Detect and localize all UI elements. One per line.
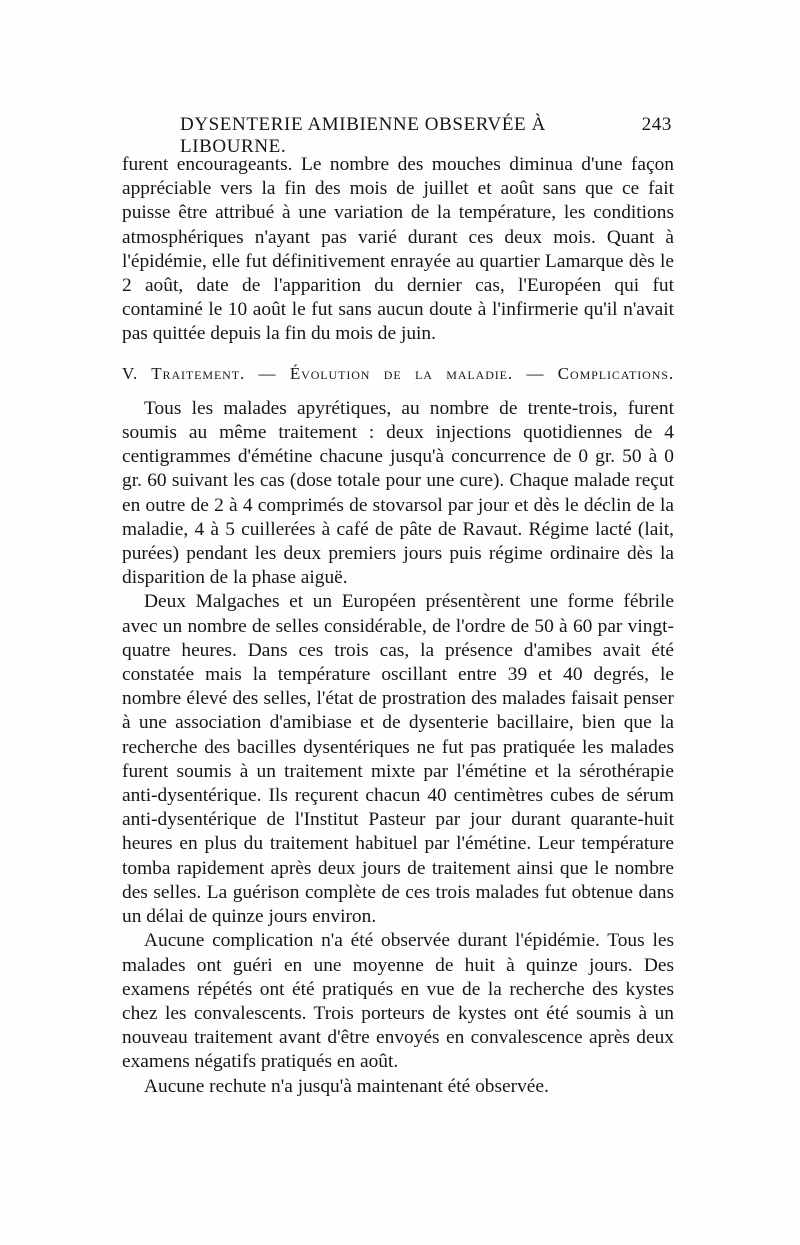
body-text bbox=[122, 153, 674, 1099]
paragraph-continued: furent encourageants. Le nombre des mouches diminua d'une façon appréciable vers la fin des mois de juillet et août sans que ce fait puisse être attribué à une variation de la température, les conditions atmosphériques n'ayant pas varié durant ces deux mois. Quant à l'épidémie, elle fut définitivement enrayée au quartier Lamarque dès le 2 août, date de l'apparition du dernier cas, l'Européen qui fut contaminé le 10 août le fut sans aucun doute à l'infirmerie qu'il n'avait pas quittée depuis la fin du mois de juin. bbox=[122, 154, 674, 345]
paragraph-febrile-cases: Deux Malgaches et un Européen présentèrent une forme fébrile avec un nombre de selles considérable, de l'ordre de 50 à 60 par vingt-quatre heures. Dans ces trois cas, la présence d'amibes avait été constatée mais la température oscillant entre 39 et 40 degrés, le nombre élevé des selles, l'état de prostration des malades faisait penser à une association d'amibiase et de dysenterie bacillaire, bien que la recherche des bacilles dysentériques ne fut pas pratiquée les malades furent soumis à un traitement mixte par l'émétine et la sérothérapie anti-dysentérique. Ils reçurent chacun 40 centimètres cubes de sérum anti-dysentérique de l'Institut Pasteur par jour durant quarante-huit heures en plus du traitement habituel par l'émétine. Leur température tomba rapidement après deux jours de traitement ainsi que le nombre des selles. La guérison complète de ces trois malades fut obtenue dans un délai de quinze jours environ. bbox=[122, 591, 674, 928]
paragraph-relapse: Aucune rechute n'a jusqu'à maintenant été observée. bbox=[144, 1075, 549, 1097]
paragraph-complications: Aucune complication n'a été observée durant l'épidémie. Tous les malades ont guéri en une moyenne de huit à quinze jours. Des examens répétés ont été pratiqués en vue de la recherche des kystes chez les convalescents. Trois porteurs de kystes ont été soumis à un nouveau traitement avant d'être envoyés en convalescence après deux examens négatifs pratiqués en août. bbox=[122, 930, 674, 1073]
page-number: 243 bbox=[641, 114, 672, 135]
running-head bbox=[180, 114, 672, 158]
section-heading: V. Traitement. — Évolution de la maladie. — Complications. bbox=[122, 363, 674, 383]
running-head-title: DYSENTERIE AMIBIENNE OBSERVÉE À LIBOURNE. bbox=[180, 114, 546, 157]
paragraph-treatment: Tous les malades apyrétiques, au nombre de trente-trois, furent soumis au même traitement : deux injections quotidiennes de 4 centigrammes d'émétine chacune jusqu'à concurrence de 0 gr. 50 à 0 gr. 60 suivant les cas (dose totale pour une cure). Chaque malade reçut en outre de 2 à 4 comprimés de stovarsol par jour et dès le déclin de la maladie, 4 à 5 cuillerées à café de pâte de Ravaut. Régime lacté (lait, purées) pendant les deux premiers jours puis régime ordinaire dès la disparition de la phase aiguë. bbox=[122, 397, 674, 589]
